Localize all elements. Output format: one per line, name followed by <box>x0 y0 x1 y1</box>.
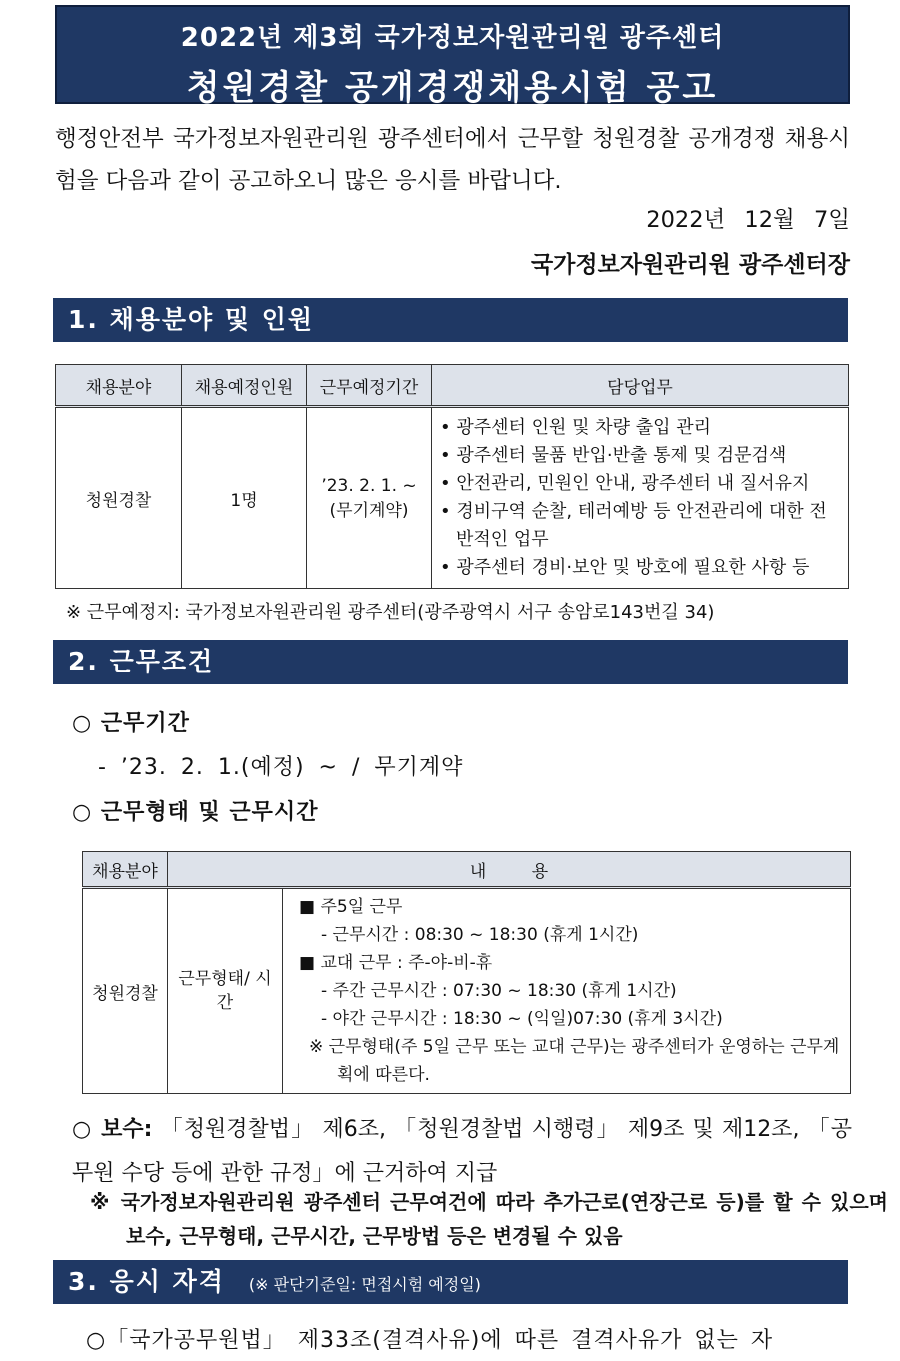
header-period: 근무예정기간 <box>307 365 432 407</box>
list-item: - 주간 근무시간 : 07:30 ~ 18:30 (휴게 1시간) <box>321 981 677 1001</box>
duty-item: • 광주센터 물품 반입·반출 통제 및 검문검색 <box>440 445 787 466</box>
work-conditions-warning: ※ 국가정보자원관리원 광주센터 근무여건에 따라 추가근로(연장근로 등)를 할 수 있으며 보수, 근무형태, 근무시간, 근무방법 등은 변경될 수 있음 <box>90 1190 888 1248</box>
section2-header <box>53 640 848 684</box>
section3-note: (※ 판단기준일: 면접시험 예정일) <box>248 1275 481 1294</box>
work-period-heading: ○ 근무기간 <box>72 711 190 736</box>
list-item: - 야간 근무시간 : 18:30 ~ (익일)07:30 (휴게 3시간) <box>321 1009 723 1029</box>
table-row <box>83 888 851 1094</box>
section1-header <box>53 298 848 342</box>
cell-duties <box>432 407 849 589</box>
cell-field: 청원경찰 <box>83 888 168 1094</box>
header-count: 채용예정인원 <box>182 365 307 407</box>
header-field: 채용분야 <box>56 365 182 407</box>
title-line2: 청원경찰 공개경쟁채용시험 공고 <box>186 68 719 108</box>
qualification-item: ○「국가공무원법」 제33조(결격사유)에 따른 결격사유가 없는 자 <box>86 1328 774 1353</box>
recruitment-table <box>55 364 849 589</box>
list-item: - 근무시간 : 08:30 ~ 18:30 (휴게 1시간) <box>321 925 639 945</box>
section1-title: 1. 채용분야 및 인원 <box>68 305 315 334</box>
cell-count: 1명 <box>182 407 307 589</box>
signer: 국가정보자원관리원 광주센터장 <box>530 252 850 278</box>
title-banner <box>55 5 850 108</box>
table-row <box>56 407 849 589</box>
pay-text: 「청원경찰법」 제6조, 「청원경찰법 시행령」 제9조 및 제12조, 「공무원 수당 등에 관한 규정」에 근거하여 지급 <box>72 1117 852 1186</box>
list-item: ■ 교대 근무 : 주-야-비-휴 <box>299 953 493 973</box>
list-item: ※ 근무형태(주 5일 근무 또는 교대 근무)는 광주센터가 운영하는 근무계획에 따른다. <box>309 1037 840 1085</box>
cell-period <box>307 407 432 589</box>
header-content: 내 용 <box>168 852 851 888</box>
cell-subfield: 근무형태/ 시간 <box>168 888 283 1094</box>
cell-content <box>283 888 851 1094</box>
list-item: ■ 주5일 근무 <box>299 897 403 917</box>
announcement-date: 2022년 12월 7일 <box>646 207 850 233</box>
section2-title: 2. 근무조건 <box>68 647 215 676</box>
work-conditions-table <box>82 851 851 1094</box>
pay-paragraph <box>72 1108 852 1196</box>
duty-item: • 광주센터 인원 및 차량 출입 관리 <box>440 417 711 438</box>
header-duties: 담당업무 <box>432 365 849 407</box>
pay-label: ○ 보수: <box>72 1117 153 1142</box>
work-period-value: - ’23. 2. 1.(예정) ~ / 무기계약 <box>98 755 464 780</box>
header-field: 채용분야 <box>83 852 168 888</box>
period-line1: ’23. 2. 1. ~ <box>321 475 417 496</box>
section3-title: 3. 응시 자격 <box>68 1267 225 1296</box>
duty-item: • 안전관리, 민원인 안내, 광주센터 내 질서유지 <box>440 473 810 494</box>
intro-paragraph: 행정안전부 국가정보자원관리원 광주센터에서 근무할 청원경찰 공개경쟁 채용시험을 다음과 같이 공고하오니 많은 응시를 바랍니다. <box>55 126 850 194</box>
section3-header <box>53 1260 848 1304</box>
period-line2: (무기계약) <box>329 500 409 521</box>
workplace-remark: ※ 근무예정지: 국가정보자원관리원 광주센터(광주광역시 서구 송암로143번길 34) <box>66 602 715 623</box>
work-type-heading: ○ 근무형태 및 근무시간 <box>72 800 319 825</box>
duty-item: • 경비구역 순찰, 테러예방 등 안전관리에 대한 전반적인 업무 <box>440 501 827 550</box>
title-line1: 2022년 제3회 국가정보자원관리원 광주센터 <box>180 23 725 53</box>
duty-item: • 광주센터 경비·보안 및 방호에 필요한 사항 등 <box>440 557 810 578</box>
cell-field: 청원경찰 <box>56 407 182 589</box>
